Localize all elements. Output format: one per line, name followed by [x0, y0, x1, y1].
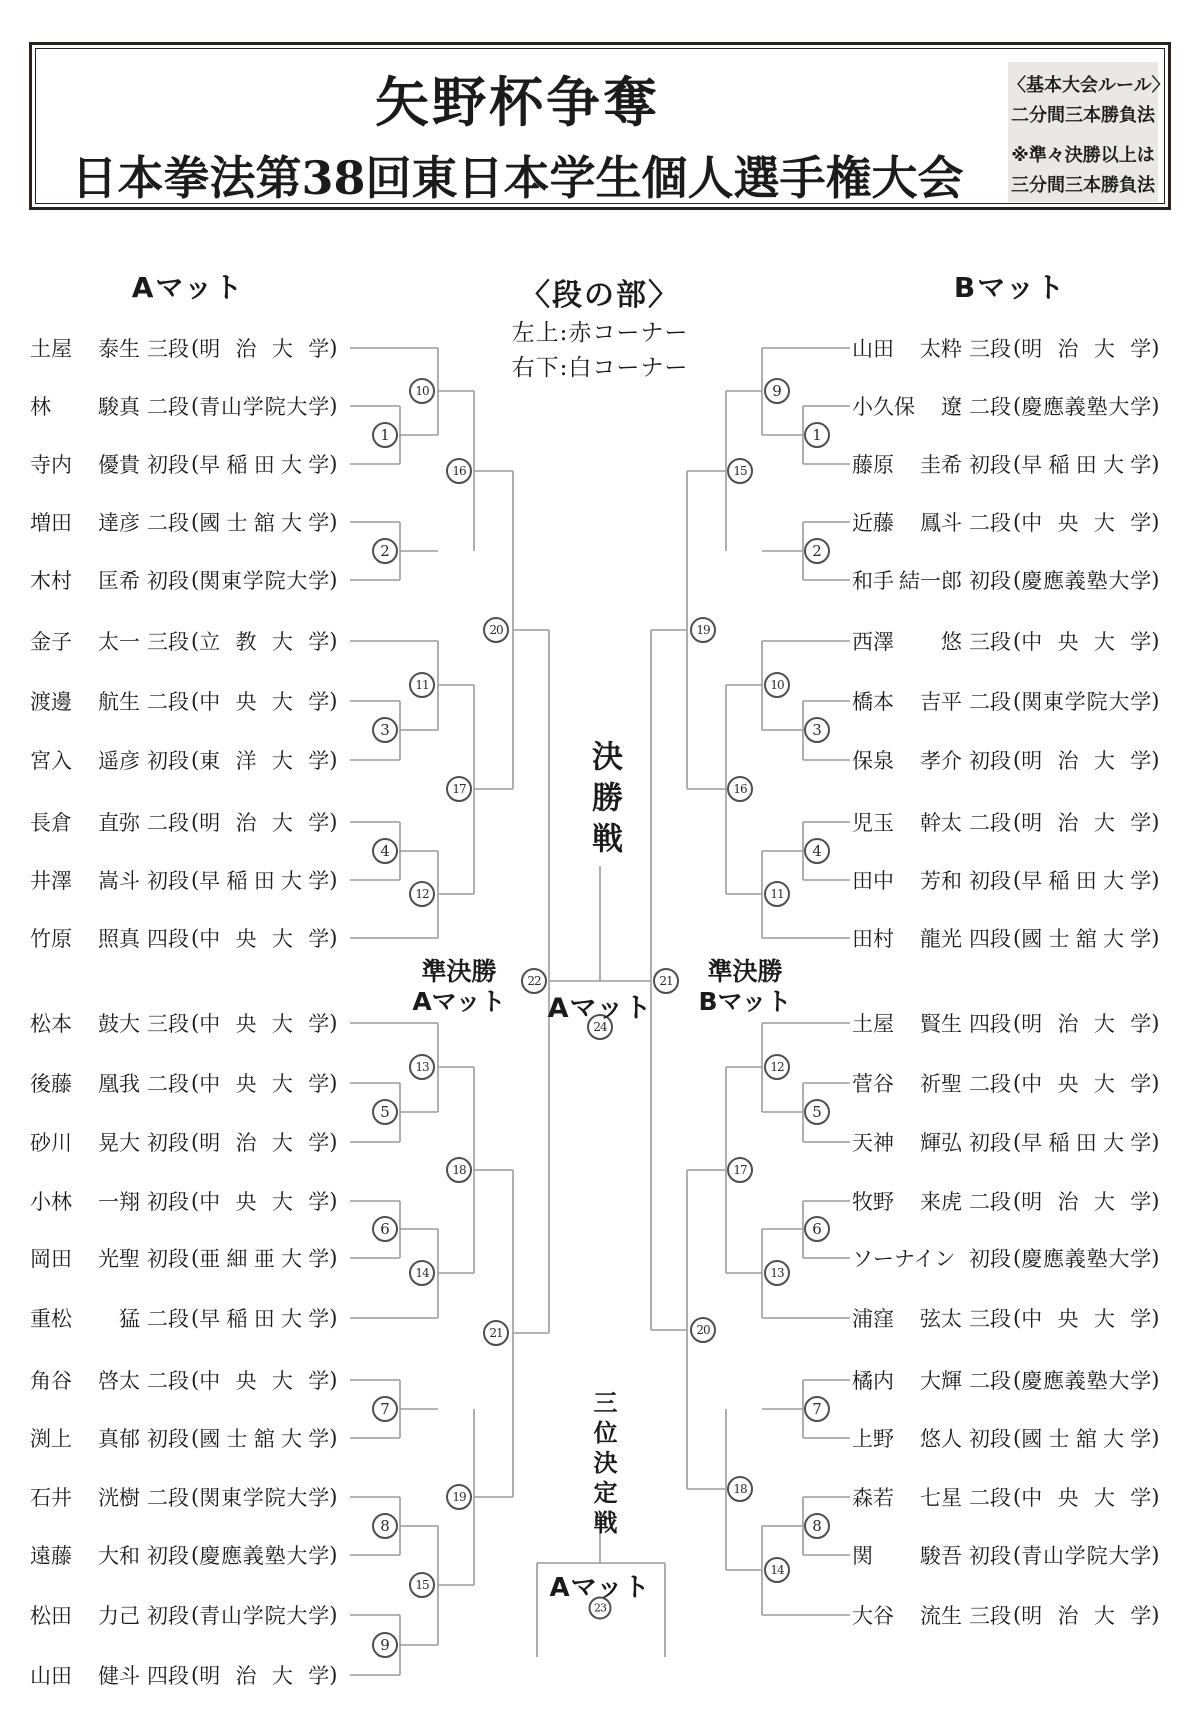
third-place-title: 三位決定戦: [589, 1390, 618, 1540]
player-row: 浦窪 弦太 三段 ( 中 央 大 学 ): [852, 1303, 1159, 1333]
player-row: 竹原 照真 四段 ( 中 央 大 学 ): [30, 923, 337, 953]
player-rank: 二段: [969, 1072, 1011, 1096]
white-corner-note: 右下:白コーナー: [511, 355, 689, 381]
player-row: 田中 芳和 初段 ( 早 稲 田 大 学 ): [852, 865, 1159, 895]
player-row: 土屋 泰生 三段 ( 明 治 大 学 ): [30, 333, 337, 363]
match-number-circle: 2: [804, 538, 830, 564]
player-university: 青 山 学 院 大 学: [199, 395, 330, 419]
final-match-title: 決勝戦: [586, 740, 622, 863]
player-row: 遠藤 大和 初段 ( 慶 應 義 塾 大 学 ): [30, 1540, 337, 1570]
player-surname: ソーナイン: [852, 1247, 956, 1271]
player-given-name: 啓太: [98, 1369, 140, 1393]
player-surname: 大谷: [852, 1604, 894, 1628]
player-rank: 二段: [969, 511, 1011, 535]
player-university: 慶 應 義 塾 大 学: [1021, 395, 1152, 419]
player-row: 長倉 直弥 二段 ( 明 治 大 学 ): [30, 807, 337, 837]
player-given-name: 幹太: [920, 811, 962, 835]
player-rank: 初段: [147, 869, 189, 893]
player-given-name: 弦太: [920, 1307, 962, 1331]
player-rank: 三段: [969, 630, 1011, 654]
player-given-name: 直弥: [98, 811, 140, 835]
player-surname: 松田: [30, 1604, 72, 1628]
player-rank: 初段: [147, 749, 189, 773]
player-given-name: 遼: [941, 395, 962, 419]
player-rank: 初段: [969, 569, 1011, 593]
player-row: 菅谷 祈聖 二段 ( 中 央 大 学 ): [852, 1068, 1159, 1098]
player-row: 石井 洸樹 二段 ( 関 東 学 院 大 学 ): [30, 1482, 337, 1512]
player-row: 井澤 嵩斗 初段 ( 早 稲 田 大 学 ): [30, 865, 337, 895]
semifinal-a-title: 準決勝: [421, 957, 497, 986]
player-given-name: 大和: [98, 1544, 140, 1568]
player-rank: 二段: [147, 1072, 189, 1096]
match-number-circle: 5: [804, 1099, 830, 1125]
third-place-mat-label: Aマット: [549, 1573, 651, 1603]
player-given-name: 光聖: [98, 1247, 140, 1271]
player-surname: 遠藤: [30, 1544, 72, 1568]
match-number-circle: 20: [690, 1317, 716, 1343]
mat-a-header: Aマット: [131, 271, 245, 304]
match-number-circle: 8: [372, 1513, 398, 1539]
mat-b-header: Bマット: [953, 271, 1067, 304]
player-university: 中 央 大 学: [1021, 511, 1152, 535]
player-given-name: 七星: [920, 1486, 962, 1510]
player-university: 中 央 大 学: [199, 1369, 330, 1393]
player-rank: 初段: [969, 1131, 1011, 1155]
player-row: 宮入 遥彦 初段 ( 東 洋 大 学 ): [30, 745, 337, 775]
player-row: 後藤 凰我 二段 ( 中 央 大 学 ): [30, 1068, 337, 1098]
player-given-name: 鼓大: [98, 1012, 140, 1036]
final-mat-label: Aマット: [547, 993, 653, 1024]
player-rank: 三段: [147, 337, 189, 361]
player-row: 岡田 光聖 初段 ( 亜 細 亜 大 学 ): [30, 1243, 337, 1273]
player-rank: 初段: [147, 1604, 189, 1628]
match-number-circle: 2: [372, 538, 398, 564]
player-surname: 土屋: [30, 337, 72, 361]
player-given-name: 匡希: [98, 569, 140, 593]
match-number-circle: 6: [372, 1216, 398, 1242]
player-given-name: 祈聖: [920, 1072, 962, 1096]
player-university: 青 山 学 院 大 学: [1021, 1544, 1152, 1568]
player-given-name: 結一郎: [899, 569, 962, 593]
player-university: 早 稲 田 大 学: [1021, 1131, 1152, 1155]
player-university: 中 央 大 学: [199, 927, 330, 951]
player-surname: 藤原: [852, 453, 894, 477]
match-number-circle: 19: [690, 617, 716, 643]
player-row: 金子 太一 三段 ( 立 教 大 学 ): [30, 626, 337, 656]
player-rank: 初段: [147, 453, 189, 477]
player-row: 関 駿吾 初段 ( 青 山 学 院 大 学 ): [852, 1540, 1159, 1570]
match-number-circle: 22: [521, 968, 547, 994]
player-university: 明 治 大 学: [1021, 1604, 1152, 1628]
player-rank: 二段: [147, 1486, 189, 1510]
player-surname: 渕上: [30, 1427, 72, 1451]
match-number-circle: 21: [653, 968, 679, 994]
player-university: 國 士 舘 大 学: [199, 1427, 330, 1451]
player-rank: 初段: [969, 1544, 1011, 1568]
player-given-name: 洸樹: [98, 1486, 140, 1510]
match-number-circle: 24: [587, 1014, 613, 1040]
player-surname: 田中: [852, 869, 894, 893]
player-university: 中 央 大 学: [1021, 630, 1152, 654]
player-surname: 土屋: [852, 1012, 894, 1036]
player-given-name: 猛: [119, 1307, 140, 1331]
player-surname: 宮入: [30, 749, 72, 773]
match-number-circle: 15: [727, 458, 753, 484]
player-row: 渡邊 航生 二段 ( 中 央 大 学 ): [30, 686, 337, 716]
player-surname: 増田: [30, 511, 72, 535]
player-surname: 竹原: [30, 927, 72, 951]
player-rank: 初段: [969, 869, 1011, 893]
tournament-main-title: 日本拳法第38回東日本学生個人選手権大会: [71, 151, 964, 205]
player-given-name: 泰生: [98, 337, 140, 361]
player-rank: 初段: [147, 1247, 189, 1271]
rules-heading: 〈基本大会ルール〉: [1008, 75, 1170, 96]
match-number-circle: 9: [372, 1632, 398, 1658]
player-rank: 四段: [969, 1012, 1011, 1036]
match-number-circle: 9: [764, 378, 790, 404]
player-university: 早 稲 田 大 学: [199, 869, 330, 893]
player-given-name: 太一: [98, 630, 140, 654]
player-surname: 小林: [30, 1190, 72, 1214]
player-surname: 近藤: [852, 511, 894, 535]
player-rank: 三段: [147, 630, 189, 654]
player-row: 和手 結一郎 初段 ( 慶 應 義 塾 大 学 ): [852, 565, 1159, 595]
player-row: 松本 鼓大 三段 ( 中 央 大 学 ): [30, 1008, 337, 1038]
player-surname: 橘内: [852, 1369, 894, 1393]
player-row: 森若 七星 二段 ( 中 央 大 学 ): [852, 1482, 1159, 1512]
match-number-circle: 15: [409, 1572, 435, 1598]
player-surname: 金子: [30, 630, 72, 654]
match-number-circle: 1: [372, 422, 398, 448]
match-number-circle: 18: [727, 1476, 753, 1502]
player-surname: 和手: [852, 569, 894, 593]
player-university: 中 央 大 学: [1021, 1486, 1152, 1510]
player-given-name: 一翔: [98, 1190, 140, 1214]
match-number-circle: 12: [409, 881, 435, 907]
match-number-circle: 21: [483, 1320, 509, 1346]
player-university: 慶 應 義 塾 大 学: [199, 1544, 330, 1568]
player-row: 橘内 大輝 二段 ( 慶 應 義 塾 大 学 ): [852, 1365, 1159, 1395]
player-rank: 二段: [147, 811, 189, 835]
player-university: 明 治 大 学: [199, 811, 330, 835]
player-row: 砂川 晃大 初段 ( 明 治 大 学 ): [30, 1127, 337, 1157]
player-given-name: 芳和: [920, 869, 962, 893]
player-given-name: 健斗: [98, 1664, 140, 1688]
player-row: 渕上 真郁 初段 ( 國 士 舘 大 学 ): [30, 1423, 337, 1453]
match-number-circle: 23: [589, 1597, 612, 1620]
player-row: 大谷 流生 三段 ( 明 治 大 学 ): [852, 1600, 1159, 1630]
player-university: 中 央 大 学: [1021, 1072, 1152, 1096]
match-number-circle: 20: [483, 617, 509, 643]
match-number-circle: 4: [372, 838, 398, 864]
player-given-name: 大輝: [920, 1369, 962, 1393]
player-rank: 二段: [969, 1486, 1011, 1510]
match-number-circle: 18: [446, 1157, 472, 1183]
player-university: 明 治 大 学: [1021, 811, 1152, 835]
match-number-circle: 17: [727, 1157, 753, 1183]
semifinal-a-mat: Aマット: [412, 987, 506, 1016]
player-university: 國 士 舘 大 学: [1021, 927, 1152, 951]
player-university: 中 央 大 学: [1021, 1307, 1152, 1331]
player-given-name: 駿真: [98, 395, 140, 419]
match-number-circle: 1: [804, 422, 830, 448]
player-surname: 牧野: [852, 1190, 894, 1214]
match-number-circle: 17: [446, 776, 472, 802]
player-row: 上野 悠人 初段 ( 國 士 舘 大 学 ): [852, 1423, 1159, 1453]
player-university: 中 央 大 学: [199, 1012, 330, 1036]
player-given-name: 太粋: [920, 337, 962, 361]
player-row: 天神 輝弘 初段 ( 早 稲 田 大 学 ): [852, 1127, 1159, 1157]
player-surname: 渡邊: [30, 690, 72, 714]
player-rank: 二段: [969, 811, 1011, 835]
player-surname: 田村: [852, 927, 894, 951]
player-surname: 寺内: [30, 453, 72, 477]
player-surname: 天神: [852, 1131, 894, 1155]
player-given-name: 吉平: [920, 690, 962, 714]
player-university: 早 稲 田 大 学: [199, 1307, 330, 1331]
match-number-circle: 13: [764, 1260, 790, 1286]
player-row: 保泉 孝介 初段 ( 明 治 大 学 ): [852, 745, 1159, 775]
player-surname: 関: [852, 1544, 873, 1568]
match-number-circle: 16: [446, 458, 472, 484]
player-university: 明 治 大 学: [1021, 337, 1152, 361]
match-number-circle: 7: [372, 1396, 398, 1422]
player-university: 関 東 学 院 大 学: [199, 569, 330, 593]
player-row: 松田 力己 初段 ( 青 山 学 院 大 学 ): [30, 1600, 337, 1630]
player-surname: 菅谷: [852, 1072, 894, 1096]
player-surname: 上野: [852, 1427, 894, 1451]
player-rank: 初段: [147, 569, 189, 593]
match-number-circle: 11: [409, 672, 435, 698]
player-rank: 四段: [147, 927, 189, 951]
player-university: 関 東 学 院 大 学: [199, 1486, 330, 1510]
match-number-circle: 19: [446, 1484, 472, 1510]
semifinal-b-title: 準決勝: [707, 957, 783, 986]
player-surname: 山田: [852, 337, 894, 361]
player-rank: 三段: [969, 337, 1011, 361]
player-given-name: 鳳斗: [920, 511, 962, 535]
player-university: 中 央 大 学: [199, 690, 330, 714]
player-university: 中 央 大 学: [199, 1072, 330, 1096]
player-university: 早 稲 田 大 学: [1021, 869, 1152, 893]
player-university: 明 治 大 学: [199, 1131, 330, 1155]
player-rank: 二段: [969, 1369, 1011, 1393]
player-rank: 初段: [147, 1190, 189, 1214]
player-given-name: 優貴: [98, 453, 140, 477]
player-rank: 二段: [969, 1190, 1011, 1214]
player-row: 土屋 賢生 四段 ( 明 治 大 学 ): [852, 1008, 1159, 1038]
player-rank: 初段: [147, 1131, 189, 1155]
player-university: 亜 細 亜 大 学: [199, 1247, 330, 1271]
match-number-circle: 10: [409, 378, 435, 404]
player-university: 國 士 舘 大 学: [199, 511, 330, 535]
player-given-name: 照真: [98, 927, 140, 951]
player-row: 木村 匡希 初段 ( 関 東 学 院 大 学 ): [30, 565, 337, 595]
player-rank: 初段: [147, 1427, 189, 1451]
player-surname: 橋本: [852, 690, 894, 714]
match-number-circle: 7: [804, 1396, 830, 1422]
player-given-name: 嵩斗: [98, 869, 140, 893]
match-number-circle: 11: [764, 881, 790, 907]
player-rank: 二段: [147, 511, 189, 535]
player-surname: 小久保: [852, 395, 915, 419]
player-rank: 二段: [969, 690, 1011, 714]
match-number-circle: 13: [409, 1054, 435, 1080]
player-surname: 角谷: [30, 1369, 72, 1393]
player-university: 慶 應 義 塾 大 学: [1021, 1247, 1152, 1271]
player-given-name: 孝介: [920, 749, 962, 773]
player-row: 重松 猛 二段 ( 早 稲 田 大 学 ): [30, 1303, 337, 1333]
player-rank: 二段: [147, 395, 189, 419]
player-surname: 山田: [30, 1664, 72, 1688]
player-surname: 松本: [30, 1012, 72, 1036]
player-surname: 井澤: [30, 869, 72, 893]
match-number-circle: 14: [764, 1557, 790, 1583]
player-university: 明 治 大 学: [199, 337, 330, 361]
player-university: 明 治 大 学: [1021, 749, 1152, 773]
player-surname: 児玉: [852, 811, 894, 835]
player-given-name: 遥彦: [98, 749, 140, 773]
player-row: 牧野 来虎 二段 ( 明 治 大 学 ): [852, 1186, 1159, 1216]
player-row: 寺内 優貴 初段 ( 早 稲 田 大 学 ): [30, 449, 337, 479]
player-given-name: 真郁: [98, 1427, 140, 1451]
player-surname: 木村: [30, 569, 72, 593]
semifinal-b-mat: Bマット: [698, 987, 792, 1016]
player-given-name: 来虎: [920, 1190, 962, 1214]
player-surname: 後藤: [30, 1072, 72, 1096]
rules-line-basic: 二分間三本勝負法: [1011, 105, 1155, 126]
player-row: 林 駿真 二段 ( 青 山 学 院 大 学 ): [30, 391, 337, 421]
match-number-circle: 16: [727, 776, 753, 802]
player-rank: 四段: [147, 1664, 189, 1688]
match-number-circle: 3: [804, 717, 830, 743]
player-rank: 初段: [969, 1247, 1011, 1271]
player-surname: 重松: [30, 1307, 72, 1331]
player-row: 西澤 悠 三段 ( 中 央 大 学 ): [852, 626, 1159, 656]
player-university: 早 稲 田 大 学: [199, 453, 330, 477]
player-rank: 四段: [969, 927, 1011, 951]
player-surname: 西澤: [852, 630, 894, 654]
player-given-name: 圭希: [920, 453, 962, 477]
player-surname: 林: [30, 395, 51, 419]
player-given-name: 力己: [98, 1604, 140, 1628]
player-row: ソーナイン 初段 ( 慶 應 義 塾 大 学 ): [852, 1243, 1159, 1273]
player-given-name: 航生: [98, 690, 140, 714]
match-number-circle: 5: [372, 1099, 398, 1125]
red-corner-note: 左上:赤コーナー: [511, 320, 689, 346]
player-given-name: 悠: [941, 630, 962, 654]
match-number-circle: 4: [804, 838, 830, 864]
player-given-name: 悠人: [920, 1427, 962, 1451]
player-university: 明 治 大 学: [1021, 1190, 1152, 1214]
player-row: 山田 健斗 四段 ( 明 治 大 学 ): [30, 1660, 337, 1690]
player-rank: 二段: [147, 1369, 189, 1393]
player-surname: 石井: [30, 1486, 72, 1510]
player-rank: 初段: [969, 749, 1011, 773]
player-given-name: 賢生: [920, 1012, 962, 1036]
player-university: 東 洋 大 学: [199, 749, 330, 773]
player-university: 國 士 舘 大 学: [1021, 1427, 1152, 1451]
player-rank: 初段: [969, 453, 1011, 477]
player-given-name: 凰我: [98, 1072, 140, 1096]
player-university: 青 山 学 院 大 学: [199, 1604, 330, 1628]
player-rank: 三段: [969, 1604, 1011, 1628]
player-university: 慶 應 義 塾 大 学: [1021, 569, 1152, 593]
rules-line-note: ※準々決勝以上は: [1011, 145, 1155, 166]
player-row: 小林 一翔 初段 ( 中 央 大 学 ): [30, 1186, 337, 1216]
player-rank: 初段: [969, 1427, 1011, 1451]
player-given-name: 駿吾: [920, 1544, 962, 1568]
player-surname: 森若: [852, 1486, 894, 1510]
match-number-circle: 12: [764, 1054, 790, 1080]
player-university: 明 治 大 学: [1021, 1012, 1152, 1036]
match-number-circle: 10: [764, 672, 790, 698]
player-rank: 二段: [147, 1307, 189, 1331]
player-row: 橋本 吉平 二段 ( 関 東 学 院 大 学 ): [852, 686, 1159, 716]
player-rank: 三段: [969, 1307, 1011, 1331]
player-university: 中 央 大 学: [199, 1190, 330, 1214]
player-surname: 長倉: [30, 811, 72, 835]
player-given-name: 流生: [920, 1604, 962, 1628]
player-surname: 浦窪: [852, 1307, 894, 1331]
player-given-name: 晃大: [98, 1131, 140, 1155]
player-surname: 保泉: [852, 749, 894, 773]
player-university: 立 教 大 学: [199, 630, 330, 654]
match-number-circle: 8: [804, 1513, 830, 1539]
player-rank: 三段: [147, 1012, 189, 1036]
player-row: 藤原 圭希 初段 ( 早 稲 田 大 学 ): [852, 449, 1159, 479]
division-title: 〈段の部〉: [520, 278, 680, 313]
player-university: 明 治 大 学: [199, 1664, 330, 1688]
player-given-name: 達彦: [98, 511, 140, 535]
match-number-circle: 14: [409, 1260, 435, 1286]
player-row: 児玉 幹太 二段 ( 明 治 大 学 ): [852, 807, 1159, 837]
player-row: 角谷 啓太 二段 ( 中 央 大 学 ): [30, 1365, 337, 1395]
match-number-circle: 6: [804, 1216, 830, 1242]
tournament-cup-title: 矢野杯争奪: [375, 70, 660, 134]
player-row: 増田 達彦 二段 ( 國 士 舘 大 学 ): [30, 507, 337, 537]
player-surname: 砂川: [30, 1131, 72, 1155]
rules-line-final: 三分間三本勝負法: [1011, 175, 1155, 196]
player-row: 田村 龍光 四段 ( 國 士 舘 大 学 ): [852, 923, 1159, 953]
player-university: 早 稲 田 大 学: [1021, 453, 1152, 477]
player-rank: 二段: [969, 395, 1011, 419]
player-given-name: 龍光: [920, 927, 962, 951]
player-row: 小久保 遼 二段 ( 慶 應 義 塾 大 学 ): [852, 391, 1159, 421]
player-surname: 岡田: [30, 1247, 72, 1271]
player-university: 関 東 学 院 大 学: [1021, 690, 1152, 714]
player-given-name: 輝弘: [920, 1131, 962, 1155]
player-row: 近藤 鳳斗 二段 ( 中 央 大 学 ): [852, 507, 1159, 537]
player-university: 慶 應 義 塾 大 学: [1021, 1369, 1152, 1393]
player-row: 山田 太粋 三段 ( 明 治 大 学 ): [852, 333, 1159, 363]
player-rank: 初段: [147, 1544, 189, 1568]
player-rank: 二段: [147, 690, 189, 714]
match-number-circle: 3: [372, 717, 398, 743]
